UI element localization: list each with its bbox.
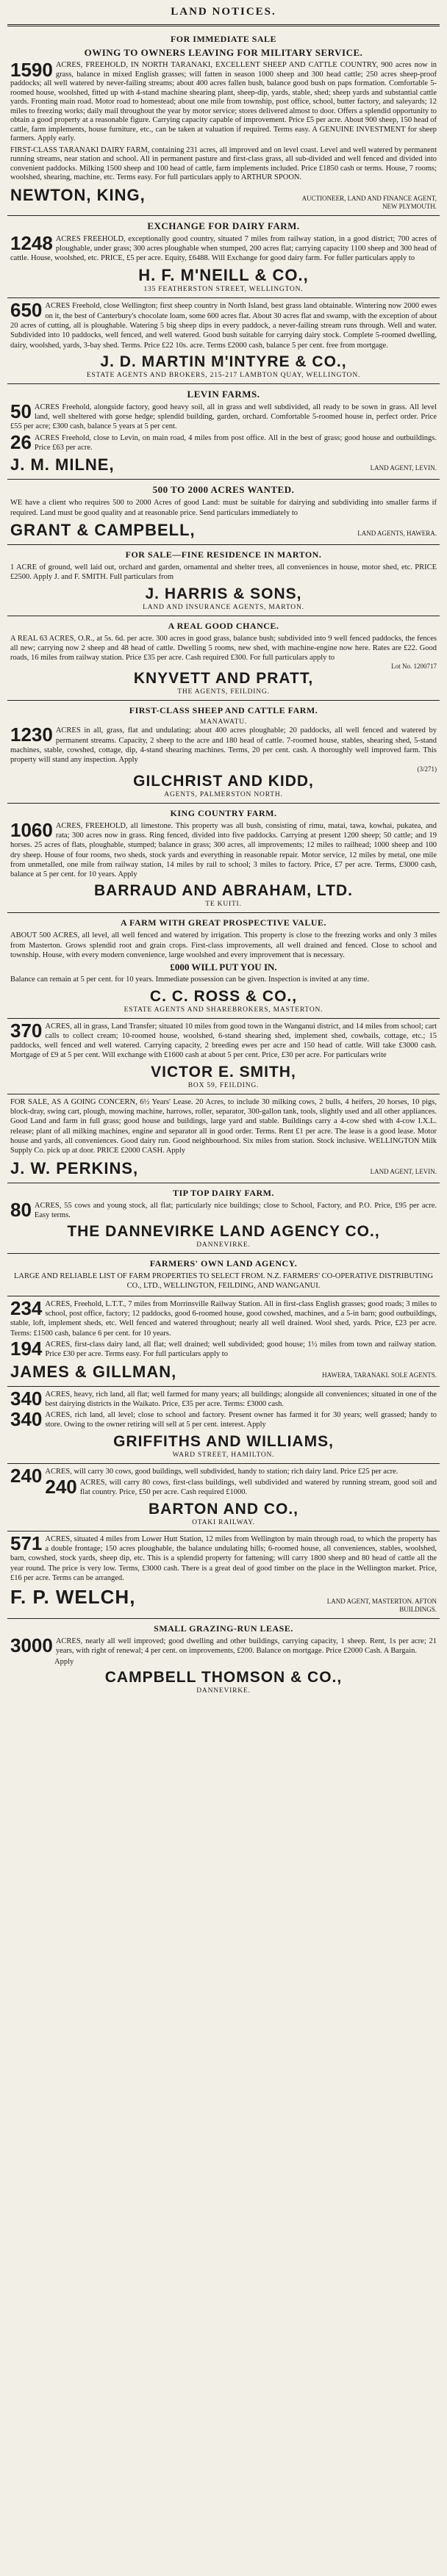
firm-name: BARRAUD AND ABRAHAM, LTD. xyxy=(93,882,354,900)
ad-text: 1248 ACRES FREEHOLD, exceptionally good country, situated 7 miles from railway station, in a good district; 700 acres of ploughable, under grass; 300 acres ploughable when stumped, 200 acres flat; carrying capacity 1100 sheep and 300 head of cattle. House, woolshed, etc. PRICE, £5 per acre. Equity, £6488. Will Exchange for good dairy farm. For fuller particulars apply to xyxy=(10,231,437,263)
firm-address: WARD STREET, HAMILTON. xyxy=(172,1451,275,1459)
ad-headline: A REAL GOOD CHANCE. xyxy=(168,620,279,631)
ad-north-taranaki xyxy=(7,29,440,216)
firm-name: F. P. WELCH, xyxy=(10,1586,136,1609)
masthead-rule xyxy=(7,24,440,26)
firm-name: H. F. M'NEILL & CO., xyxy=(138,266,309,285)
firm-role: LAND AGENT, LEVIN. xyxy=(370,1167,437,1175)
ad-subhead: OWING TO OWNERS LEAVING FOR MILITARY SERVICE. xyxy=(84,47,363,58)
ad-manawatu-farm xyxy=(7,701,440,803)
ad-firm-row xyxy=(10,455,437,475)
ad-headline: 500 TO 2000 ACRES WANTED. xyxy=(152,484,295,496)
ad-text: A REAL 63 ACRES, O.R., at 5s. 6d. per acre. 300 acres in good grass, balance bush; subdivided into 9 well fenced paddocks, the fences all new; carrying now 2 sheep and 48 head of cattle. Dwelling 5 rooms, new shed, with machine-engine now here. Rates are £22. Good roads, 16 miles from railway station. Price £35 per acre. Cash required £300. For full particulars apply to xyxy=(10,634,437,663)
ad-text: 80 ACRES, 55 cows and young stock, all flat; particularly nice buildings; close to School, Factory, and P.O. Price, £95 per acre. Easy terms. xyxy=(10,1198,437,1221)
firm-address: THE AGENTS, FEILDING. xyxy=(177,688,270,696)
ad-levin-farms xyxy=(7,384,440,480)
ad-text: 240 ACRES, will carry 80 cows, first-class buildings, well subdivided and watered by running stream, good soil and flat country. Price, £50 per acre. Cash required £1000. xyxy=(45,1476,437,1498)
firm-address: AGENTS, PALMERSTON NORTH. xyxy=(164,790,283,798)
firm-name: VICTOR E. SMITH, xyxy=(151,1063,296,1080)
ad-headline: FOR IMMEDIATE SALE xyxy=(170,34,277,44)
ad-text-secondary: FIRST-CLASS TARANAKI DAIRY FARM, containing 231 acres, all improved and on level coast. Level and well watered by permanent running streams, near station and school. All in permanent pasture and first-class grass, all sub-divided and well fenced and divided into convenient paddocks. Milking 1500 sheep and 100 head of cattle, farm implements included. Price £1850 cash or terms. House, 7 rooms; woolshed, shearing, machine, etc. Terms easy. For full particulars apply to ARTHUR SPOON. xyxy=(10,145,437,181)
ad-text: 340 ACRES, heavy, rich land, all flat; well farmed for many years; all buildings; alongside all conveniences; situated in one of the best dairying districts in the Waikato. Price, £35 per acre. Terms: £3000 cash. xyxy=(10,1387,437,1410)
ad-lower-hutt xyxy=(7,1531,440,1619)
ad-text: 3000 ACRES, nearly all well improved; good dwelling and other buildings, carrying capacity, 1 sheep. Rent, 1s per acre; 21 years, with right of renewal; 4 per cent. on improvements, £200. Balance on mortgage. Price £2000 Cash. A Bargain. xyxy=(10,1634,437,1657)
firm-name: CAMPBELL THOMSON & CO., xyxy=(104,1668,343,1686)
ad-lead-number: 3000 xyxy=(10,1634,53,1657)
ad-close-wellington xyxy=(7,298,440,383)
firm-name: C. C. ROSS & CO., xyxy=(149,987,298,1005)
ad-lead-number: 240 xyxy=(45,1476,77,1498)
ad-lead-number: 50 xyxy=(10,400,32,422)
ad-lead-number: 1590 xyxy=(10,59,53,81)
ad-morrinsville xyxy=(7,1296,440,1387)
firm-address: LAND AND INSURANCE AGENTS, MARTON. xyxy=(143,603,304,611)
firm-address: BOX 59, FEILDING. xyxy=(187,1081,260,1089)
ad-tip-top-dairy xyxy=(7,1183,440,1255)
ad-headline: LEVIN FARMS. xyxy=(187,388,260,400)
ad-reference: (3/271) xyxy=(417,765,437,773)
ad-lead-number: 1060 xyxy=(10,818,53,841)
firm-role: LAND AGENT, MASTERTON. AFTON BUILDINGS. xyxy=(326,1598,437,1614)
ad-text: FOR SALE, AS A GOING CONCERN, 6½ Years' Lease. 20 Acres, to include 30 milking cows, 2 bulls, 4 heifers, 20 horses, 10 pigs, block-dray, swing cart, plough, mowing machine, harrows, roller, separator, 300-gallon tank, tools, slightly used and all other appliances. Good Land and farm in full grass; good house and buildings, large yard and stable. Buildings carry a 4-cow shed with 4-cow I.X.L. release; plant of all milking machines, engine and separator all in good order. Terms. Rent £1 per acre. The lease is a good lease. Motor house and yards, all conveniences. Good dairy run. Good neighbourhood. Six miles from station. Stock inclusive. WELLINGTON Milk Supply Co. pick up at door. PRICE £2000 CASH. Apply xyxy=(10,1097,437,1155)
ad-text: 1 ACRE of ground, well laid out, orchard and garden, ornamental and shelter trees, all conveniences in house, motor shed, etc. PRICE £2500. Apply J. and F. SMITH. Full particulars from xyxy=(10,563,437,582)
ad-marton-residence xyxy=(7,545,440,616)
ad-place: MANAWATU. xyxy=(199,718,248,726)
ad-text: 650 ACRES Freehold, close Wellington; first sheep country in North Island, best grass land obtainable. Wintering now 2000 ewes on it, the best of Canterbury's chocolate loam, some 600 acres flat. About 30 acres flat and swamp, with the exception of about 20 acres of cutting, all is ploughable. Watering 5 big sheep dips in every paddock, a never-failing stream runs through. Well and water. Subdivided into 10 paddocks, well fenced, and well watered. Good bush suitable for carrying dairy stock. Complete 5-roomed dwelling, dairy, woolshed, yards, 3-bay shed. Terms. Price £22 10s. acre. Terms £2000 cash, balance 5 per cent. free from mortgage. xyxy=(10,299,437,350)
ad-apply: Apply xyxy=(54,1657,74,1666)
ad-headline: SMALL GRAZING-RUN LEASE. xyxy=(154,1623,293,1634)
ad-lead-number: 240 xyxy=(10,1464,43,1487)
firm-name: THE DANNEVIRKE LAND AGENCY CO., xyxy=(67,1223,380,1241)
ad-hamilton xyxy=(7,1387,440,1464)
firm-address: ESTATE AGENTS AND SHAREBROKERS, MASTERTON. xyxy=(124,1006,323,1014)
firm-name: GILCHRIST AND KIDD, xyxy=(133,772,314,790)
masthead: LAND NOTICES. xyxy=(171,6,276,18)
ad-firm-row xyxy=(10,186,437,211)
ad-headline: FARMERS' OWN LAND AGENCY. xyxy=(149,1258,298,1269)
firm-name: JAMES & GILLMAN, xyxy=(10,1362,177,1381)
ad-farmers-agency xyxy=(7,1254,440,1296)
ad-lead-number: 26 xyxy=(10,430,32,453)
ad-lead-number: 1230 xyxy=(10,724,53,746)
firm-name: J. D. MARTIN M'INTYRE & CO., xyxy=(100,353,347,370)
ad-otaki xyxy=(7,1464,440,1531)
ad-text: 1060 ACRES, FREEHOLD, all limestone. This property was all bush, consisting of rimu, matai, tawa, kowhai, pukatea, and rata; 300 acres now in grass. Ring fenced, divided into five paddocks. Carrying at present 1200 sheep; 50 cattle; and 19 horses. 25 acres of flats, ploughable, stumped; balance in grass; 300 acres, all improvements; 12 miles to railhead; 1000 sheep and 100 dry sheep. House of four rooms, two sheds, stock yards and everything in reasonable repair. Motor service, 12 miles by metal, one mile from unmetalled, one mile from railway station, 14 miles by rail to school; 3 miles to factory. Price, £7 per acre. Terms, £3000 cash, balance at 5 per cent. for 10 years. Apply xyxy=(10,818,437,879)
firm-role: HAWERA, TARANAKI. SOLE AGENTS. xyxy=(322,1371,437,1379)
ad-price: £000 WILL PUT YOU IN. xyxy=(170,962,277,973)
firm-name: J. HARRIS & SONS, xyxy=(145,585,302,602)
ad-text: 340 ACRES, rich land, all level; close to school and factory. Present owner has farmed it for 30 years; well grassed; handy to store. Owing to the owner retiring will sell at 5 per cent. interest. Apply xyxy=(10,1408,437,1431)
firm-name: J. W. PERKINS, xyxy=(10,1158,139,1177)
land-notices-column xyxy=(7,0,440,1699)
ad-lead-number: 80 xyxy=(10,1198,32,1221)
ad-firm-row xyxy=(10,1159,437,1178)
ad-headline: KING COUNTRY FARM. xyxy=(170,807,277,818)
firm-name: GRANT & CAMPBELL, xyxy=(10,520,196,539)
ad-acres-wanted xyxy=(7,480,440,545)
ad-text: WE have a client who requires 500 to 2000 Acres of good Land: must be suitable for dairying and subdividing into smaller farms if required. Land must be good quality and at reasonable price. Send particulars immediately to xyxy=(10,499,437,517)
ad-lead-number: 340 xyxy=(10,1387,43,1410)
firm-name: BARTON AND CO., xyxy=(149,1500,298,1518)
ad-lead-number: 234 xyxy=(10,1296,43,1319)
ad-lead-number: 340 xyxy=(10,1408,43,1431)
ad-headline: FOR SALE—FINE RESIDENCE IN MARTON. xyxy=(125,549,322,560)
ad-prospective-value xyxy=(7,913,440,1018)
ad-text: 1590 ACRES, FREEHOLD, IN NORTH TARANAKI, EXCELLENT SHEEP AND CATTLE COUNTRY, 900 acres now in grass, balance in mixed English grasses; will fatten in season 1000 sheep and 300 head cattle; 250 acres sheep-proof paddocks; all well watered by never-failing streams; about 400 acres fallen bush, balance good bush on paps formation. Comfortable 5-roomed house, woolshed, fitted up with 4-stand machine shearing plant, sheep-dip, yards, stable, shed; sheep yards and substantial cattle yards. Fronting main road. Motor road to homestead; about one mile from township, post office, school, butter factory, and saleyards; 12 miles to freezing works; daily mail throughout the year by motor service; stores delivered almost to door. Offers a splendid opportunity to obtain a good property at a reasonable figure. Carrying capacity capable of improvement. Price £5 per acre. About 900 sheep, 150 head of cattle, farm implements, house furniture, etc., can be taken at valuation if required. Terms easy. A GENUINE INVESTMENT for sheep farmers. Apply early. xyxy=(10,59,437,142)
firm-role: AUCTIONEER, LAND AND FINANCE AGENT, NEW PLYMOUTH. xyxy=(301,194,437,210)
firm-address: OTAKI RAILWAY. xyxy=(192,1518,255,1526)
ad-text-balance: Balance can remain at 5 per cent. for 10 years. Immediate possession can be given. Inspection is invited at any time. xyxy=(10,975,370,984)
firm-role: LAND AGENTS, HAWERA. xyxy=(357,529,437,537)
ad-real-good-chance xyxy=(7,616,440,701)
ad-text: 194 ACRES, first-class dairy land, all flat; well drained; well subdivided; good house; 1½ miles from town and railway station. Price £30 per acre. Terms easy. For full particulars apply to xyxy=(10,1337,437,1360)
firm-address: DANNEVIRKE. xyxy=(196,1686,251,1695)
ad-firm-row xyxy=(10,1363,437,1382)
firm-role: LAND AGENT, LEVIN. xyxy=(370,464,437,472)
ad-firm-row xyxy=(10,1586,437,1614)
firm-name: GRIFFITHS AND WILLIAMS, xyxy=(113,1432,334,1450)
ad-firm-row xyxy=(10,521,437,540)
ad-text: 240 ACRES, will carry 30 cows, good buildings, well subdivided, handy to station; rich dairy land. Price £25 per acre. xyxy=(10,1464,398,1487)
ad-lead-number: 370 xyxy=(10,1019,43,1042)
ad-headline: EXCHANGE FOR DAIRY FARM. xyxy=(147,220,300,231)
ad-text: 50 ACRES Freehold, alongside factory, good heavy soil, all in grass and well subdivided, all ready to be sown in grass. All level land, well sheltered with gorse hedge; splendid building, garden, orchard. Comfortable 5-roomed house in, perfect order. Price £55 per acre; £300 cash, balance 5 years at 5 per cent. xyxy=(10,400,437,431)
ad-text: 234 ACRES, Freehold, L.T.T., 7 miles from Morrinsville Railway Station. All in first-class English grasses; good roads; 3 miles to school, post office, factory; 12 paddocks, good 6-roomed house, good cowshed, machines, and a 5-in barn; good outbuildings, stable, loft, implement sheds, etc. Well fenced and watered throughout; nearly all well drained. Wool shed, yards. Price, £23 per acre. Terms: £1500 cash, balance 6 per cent. for 10 years. xyxy=(10,1296,437,1338)
ad-grazing-run xyxy=(7,1619,440,1699)
ad-text: 571 ACRES, situated 4 miles from Lower Hutt Station, 12 miles from Wellington by main through road, to which the property has a double frontage; 150 acres ploughable, the balance undulating hills; 6-roomed house, all conveniences, stables, woolshed, barn, cowshed, stock yards, sheep dip, etc. This is a splendid property for fattening; will carry 1800 sheep and 80 head of cattle all the year round. The price is very low. Terms, £3000 cash. There is a great deal of good timber on the place in the Wellington market. Price, £16 per acre. Terms can be arranged. xyxy=(10,1531,437,1582)
ad-headline: A FARM WITH GREAT PROSPECTIVE VALUE. xyxy=(120,917,327,928)
ad-lead-number: 194 xyxy=(10,1337,43,1360)
ad-lead-number: 650 xyxy=(10,299,43,322)
ad-text: 1230 ACRES in all, grass, flat and undulating; about 400 acres ploughable; 20 paddocks, all well fenced and watered by permanent streams. Capacity, 2 sheep to the acre and 180 head of cattle. 7-roomed house, stables, shearing shed, 5-stand machines, stable, cowshed, cottage, dip, 4-stand shearing machines. Terms, 20 per cent. cash. A thoroughly well improved farm. This property will stand any inspection. Apply xyxy=(10,724,437,765)
ad-text: 370 ACRES, all in grass, Land Transfer; situated 10 miles from good town in the Wanganui district, and 14 miles from school; cart calls to collect cream; 10-roomed house, woolshed, 6-stand shearing shed, implement shed, cowbails, cottage, etc.; 15 paddocks, well fenced and well watered. Carrying capacity, 2 breeding ewes per acre and 150 head of cattle. Will take £3000 cash. Mortgage of £9 at 5 per cent. Will exchange with £1600 cash at about 5 per cent. Price, £30 per acre. For particulars write xyxy=(10,1019,437,1060)
ad-headline: FIRST-CLASS SHEEP AND CATTLE FARM. xyxy=(129,705,318,716)
ad-lead-number: 1248 xyxy=(10,231,53,254)
ad-lead-number: 571 xyxy=(10,1531,43,1554)
ad-reference: Lot No. 1200717 xyxy=(391,663,437,671)
ad-exchange-dairy xyxy=(7,216,440,299)
firm-name: NEWTON, KING, xyxy=(10,185,146,204)
firm-address: TE KUITI. xyxy=(205,901,242,909)
ad-wanganui-370 xyxy=(7,1019,440,1094)
ad-going-concern xyxy=(7,1094,440,1183)
firm-name: J. M. MILNE, xyxy=(10,455,115,475)
ad-text: 26 ACRES Freehold, close to Levin, on main road, 4 miles from post office. All in the best of grass; good house and outbuildings. Price £63 per acre. xyxy=(10,430,437,453)
ad-headline: TIP TOP DAIRY FARM. xyxy=(173,1187,274,1198)
firm-address: DANNEVIRKE. xyxy=(196,1241,251,1249)
firm-address: 135 FEATHERSTON STREET, WELLINGTON. xyxy=(143,286,304,294)
firm-address: ESTATE AGENTS AND BROKERS, 215-217 LAMBTON QUAY, WELLINGTON. xyxy=(86,371,361,379)
ad-king-country xyxy=(7,804,440,914)
ad-text: ABOUT 500 ACRES, all level, all well fenced and watered by irrigation. This property is close to the freezing works and only 3 miles from Masterton. Grows splendid root and grain crops. First-class improvements, all well drained and fenced. Close to school and township. House, with every modern convenience, large woolshed and every improvement that is necessary. xyxy=(10,931,437,959)
ad-text: LARGE AND RELIABLE LIST OF FARM PROPERTIES TO SELECT FROM. N.Z. FARMERS' CO-OPERATIVE DISTRIBUTING CO., LTD., WELLINGTON, FEILDING, AND WANGANUI. xyxy=(13,1272,434,1291)
firm-name: KNYVETT AND PRATT, xyxy=(133,670,314,688)
